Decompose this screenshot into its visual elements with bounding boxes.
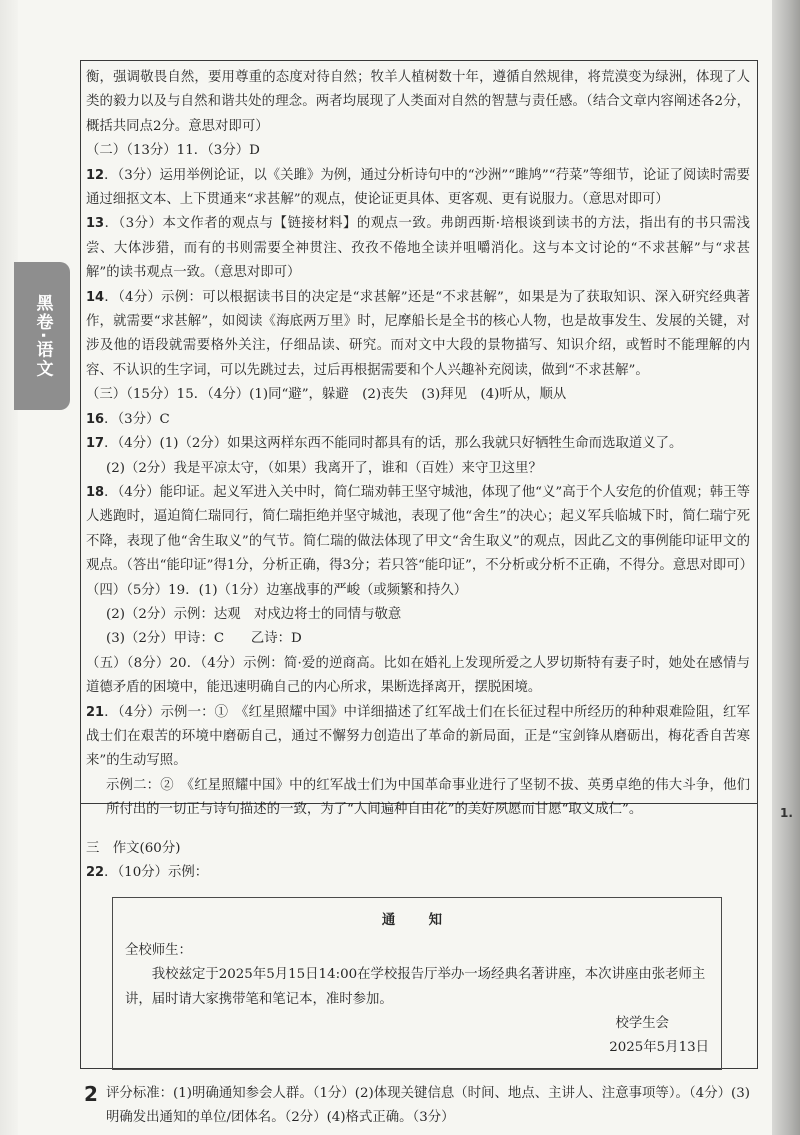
answer-content <box>86 66 754 1131</box>
answer-line <box>86 432 750 456</box>
answer-line <box>86 286 750 384</box>
book-spine <box>0 0 18 1135</box>
answer-text: （四）（5分）19．(1)（1分）边塞战事的严峻（或频繁和持久） <box>86 582 468 598</box>
question-number: 21 <box>86 704 105 720</box>
edge-mark: 1. <box>780 806 793 820</box>
answer-text: ．（3分）本文作者的观点与【链接材料】的观点一致。弗朗西斯·培根谈到读书的方法，指出有的书只需浅尝、大体涉猎，而有的书则需要全神贯注、孜孜不倦地全读并咀嚼消化。这与本文讨论的“不求甚解”与“求甚解”的读书观点一致。（意思对即可） <box>86 216 750 281</box>
answer-line <box>86 139 750 163</box>
answer-text: （二）（13分）11．（3分）D <box>86 143 260 159</box>
answer-line <box>86 774 750 823</box>
answer-text: ．（4分）(1)（2分）如果这两样东西不能同时都具有的话，那么我就只好牺牲生命而选取道义了。 <box>104 436 683 452</box>
answer-lines <box>86 66 754 823</box>
question-number: 13 <box>86 216 105 232</box>
answer-line <box>86 66 750 139</box>
answer-text: 示例二：② 《红星照耀中国》中的红军战士们为中国革命事业进行了坚韧不拔、英勇卓绝的伟大斗争，他们所付出的一切正与诗句描述的一致，为了“人间遍种自由花”的美好夙愿而甘愿“取义成仁”。 <box>106 777 750 818</box>
answer-text: 衡，强调敬畏自然，要用尊重的态度对待自然；牧羊人植树数十年，遵循自然规律，将荒漠变为绿洲，体现了人类的毅力以及与自然和谐共处的理念。两者均展现了人类面对自然的智慧与责任感。（结合文章内容阐述各2分，概括共同点2分。意思对即可） <box>86 70 750 134</box>
section3-heading: 三 作文(60分) <box>86 840 181 856</box>
answer-line <box>86 627 750 651</box>
notice-title: 通 知 <box>381 912 453 929</box>
notice-salutation: 全校师生： <box>125 942 192 958</box>
question-number: 14 <box>86 289 105 305</box>
frame-top-line <box>80 60 758 61</box>
notice-box <box>112 897 722 1069</box>
answer-text: ．（4分）能印证。起义军进入关中时，简仁瑞劝韩王坚守城池，体现了他“义”高于个人安危的价值观；韩王等人逃跑时，逼迫简仁瑞同行，简仁瑞拒绝并坚守城池，表现了他“舍生”的决心；起义军兵临城下时，简仁瑞宁死不降，表现了他“舍生取义”的气节。简仁瑞的做法体现了甲文“舍生取义”的观点，因此乙文的事例能印证甲文的观点。（答出“能印证”得1分，分析正确，得3分；若只答“能印证”，不分析或分析不正确，不得分。意思对即可） <box>86 484 754 574</box>
question-number: 16 <box>86 411 105 427</box>
notice-body: 我校兹定于2025年5月15日14:00在学校报告厅举办一场经典名著讲座，本次讲座由张老师主讲，届时请大家携带笔和笔记本，准时参加。 <box>125 967 706 1007</box>
answer-text: （三）（15分）15．（4分）(1)同“避”，躲避 (2)丧失 (3)拜见 (4)听从，顺从 <box>86 387 567 403</box>
page-number: 2 <box>84 1082 98 1106</box>
question-22-number: 22 <box>86 865 105 880</box>
answer-line <box>86 481 754 579</box>
question-22 <box>86 861 750 885</box>
answer-text: ．（4分）示例：可以根据读书目的决定是“求甚解”还是“不求甚解”，如果是为了获取知识、深入研究经典著作，就需要“求甚解”，如阅读《海底两万里》时，尼摩船长是全书的核心人物，也是故事发生、发展的关键，对涉及他的语段就需要格外关注，仔细品读、研究。而对文中大段的景物描写、知识介绍，或暂时不能理解的内容、不认识的生字词，可以先跳过去，过后再根据需要和个人兴趣补充阅读，做到“不求甚解”。 <box>86 289 750 378</box>
answer-text: ．（3分）运用举例论证，以《关雎》为例，通过分析诗句中的“沙洲”“雎鸠”“荇菜”等细节，论证了阅读时需要通过细抠文本、上下贯通来“求甚解”的观点，使论证更具体、更客观、更有说服力。（意思对即可） <box>86 167 750 208</box>
side-tab: 黑卷·语文 <box>14 262 70 410</box>
question-number: 18 <box>86 484 105 500</box>
answer-line <box>86 164 750 213</box>
answer-text: ．（3分）C <box>104 411 170 427</box>
notice-date: 2025年5月13日 <box>609 1040 709 1056</box>
answer-line <box>86 701 750 774</box>
answer-line <box>86 383 750 407</box>
answer-line <box>86 652 750 701</box>
answer-line <box>86 408 750 432</box>
answer-text: (3)（2分）甲诗：C 乙诗：D <box>106 631 302 647</box>
answer-line <box>86 603 750 627</box>
grading-criteria: 评分标准：(1)明确通知参会人群。（1分）(2)体现关键信息（时间、地点、主讲人、注意事项等）。（4分）(3)明确发出通知的单位/团体名。（2分）(4)格式正确。（3分） <box>106 1085 750 1126</box>
answer-line <box>86 457 750 481</box>
question-number: 17 <box>86 436 105 452</box>
answer-text: (2)（2分）我是平凉太守，（如果）我离开了，谁和（百姓）来守卫这里？ <box>106 460 542 476</box>
question-number: 12 <box>86 167 105 183</box>
page-edge <box>772 0 800 1135</box>
answer-line <box>86 579 750 603</box>
question-22-text: ．（10分）示例： <box>104 865 209 880</box>
answer-text: (2)（2分）示例：达观 对戍边将士的同情与敬意 <box>106 606 402 622</box>
answer-text: ．（4分）示例一：① 《红星照耀中国》中详细描述了红军战士们在长征过程中所经历的种种艰难险阻，红军战士们在艰苦的环境中磨砺自己，通过不懈努力创造出了革命的新局面，正是“宝剑锋从磨砺出，梅花香自苦寒来”的生动写照。 <box>86 704 750 769</box>
answer-text: （五）（8分）20．（4分）示例：简·爱的逆商高。比如在婚礼上发现所爱之人罗切斯特有妻子时，她处在感情与道德矛盾的困境中，能迅速明确自己的内心所求，果断选择离开，摆脱困境。 <box>86 655 750 696</box>
notice-signer: 校学生会 <box>615 1016 669 1032</box>
answer-line <box>86 212 750 285</box>
